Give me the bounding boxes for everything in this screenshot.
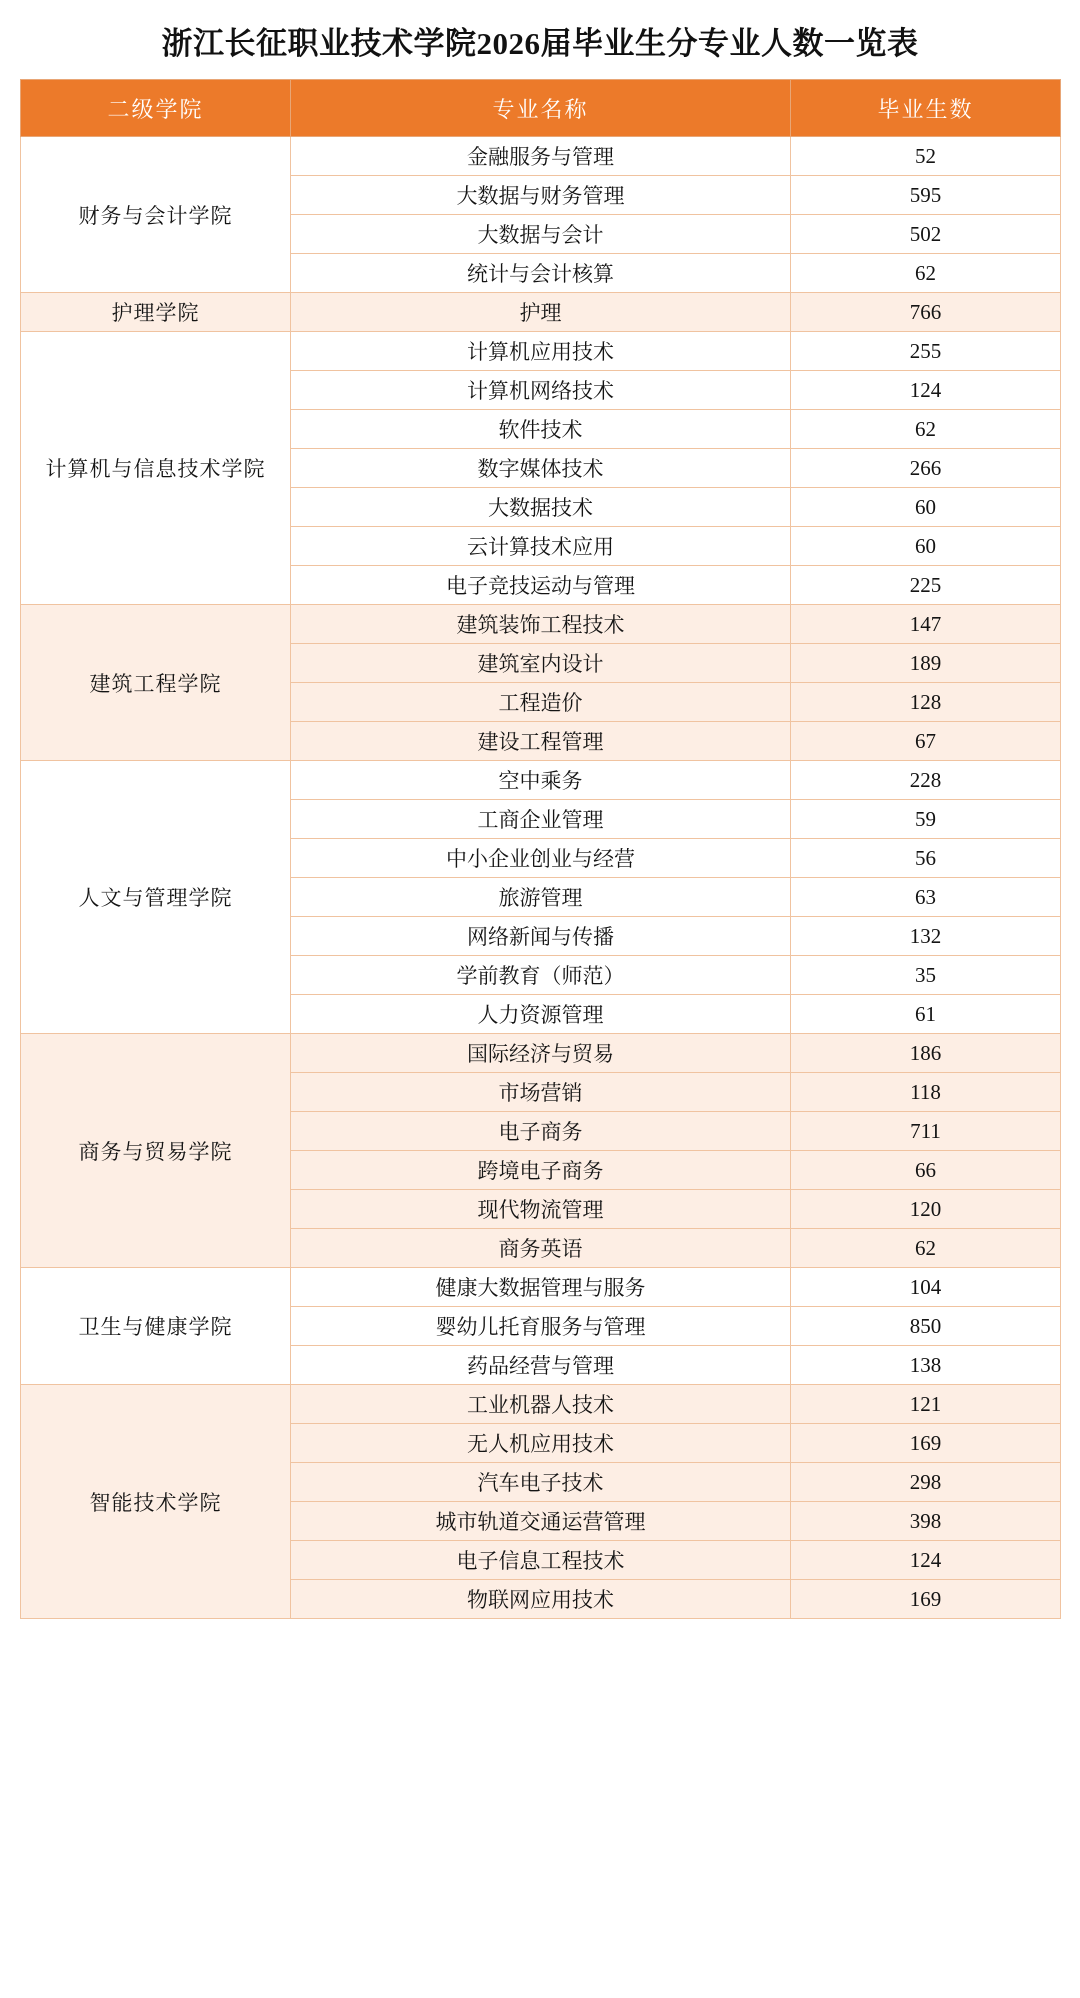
major-cell: 国际经济与贸易 [291,1034,791,1073]
count-cell: 120 [791,1190,1061,1229]
college-cell: 卫生与健康学院 [21,1268,291,1385]
major-cell: 商务英语 [291,1229,791,1268]
major-cell: 市场营销 [291,1073,791,1112]
count-cell: 266 [791,449,1061,488]
count-cell: 766 [791,293,1061,332]
major-cell: 护理 [291,293,791,332]
count-cell: 186 [791,1034,1061,1073]
count-cell: 60 [791,527,1061,566]
count-cell: 169 [791,1580,1061,1619]
table-body [21,137,1061,1619]
count-cell: 35 [791,956,1061,995]
major-cell: 工商企业管理 [291,800,791,839]
count-cell: 61 [791,995,1061,1034]
major-cell: 中小企业创业与经营 [291,839,791,878]
major-cell: 计算机应用技术 [291,332,791,371]
major-cell: 药品经营与管理 [291,1346,791,1385]
major-cell: 健康大数据管理与服务 [291,1268,791,1307]
college-cell: 人文与管理学院 [21,761,291,1034]
count-cell: 298 [791,1463,1061,1502]
major-cell: 电子竞技运动与管理 [291,566,791,605]
count-cell: 132 [791,917,1061,956]
count-cell: 67 [791,722,1061,761]
count-cell: 595 [791,176,1061,215]
count-cell: 63 [791,878,1061,917]
college-cell: 护理学院 [21,293,291,332]
count-cell: 711 [791,1112,1061,1151]
count-cell: 255 [791,332,1061,371]
count-cell: 62 [791,410,1061,449]
table-header-row [21,80,1061,137]
major-cell: 软件技术 [291,410,791,449]
major-cell: 建设工程管理 [291,722,791,761]
major-cell: 学前教育（师范） [291,956,791,995]
major-cell: 婴幼儿托育服务与管理 [291,1307,791,1346]
major-cell: 电子信息工程技术 [291,1541,791,1580]
major-cell: 网络新闻与传播 [291,917,791,956]
count-cell: 124 [791,1541,1061,1580]
count-cell: 850 [791,1307,1061,1346]
major-cell: 统计与会计核算 [291,254,791,293]
major-cell: 无人机应用技术 [291,1424,791,1463]
college-cell: 智能技术学院 [21,1385,291,1619]
major-cell: 数字媒体技术 [291,449,791,488]
count-cell: 225 [791,566,1061,605]
major-cell: 云计算技术应用 [291,527,791,566]
column-header-count: 毕业生数 [791,80,1061,137]
count-cell: 189 [791,644,1061,683]
table-row [21,1268,1061,1307]
major-cell: 工程造价 [291,683,791,722]
major-cell: 金融服务与管理 [291,137,791,176]
count-cell: 52 [791,137,1061,176]
table-row [21,293,1061,332]
major-cell: 电子商务 [291,1112,791,1151]
column-header-college: 二级学院 [21,80,291,137]
page-title: 浙江长征职业技术学院2026届毕业生分专业人数一览表 [161,26,919,61]
count-cell: 502 [791,215,1061,254]
major-cell: 建筑装饰工程技术 [291,605,791,644]
count-cell: 118 [791,1073,1061,1112]
count-cell: 62 [791,1229,1061,1268]
major-cell: 大数据与会计 [291,215,791,254]
major-cell: 空中乘务 [291,761,791,800]
table-row [21,605,1061,644]
count-cell: 104 [791,1268,1061,1307]
column-header-major: 专业名称 [291,80,791,137]
count-cell: 138 [791,1346,1061,1385]
college-cell: 财务与会计学院 [21,137,291,293]
major-cell: 物联网应用技术 [291,1580,791,1619]
major-cell: 现代物流管理 [291,1190,791,1229]
major-cell: 人力资源管理 [291,995,791,1034]
major-cell: 建筑室内设计 [291,644,791,683]
major-cell: 计算机网络技术 [291,371,791,410]
table-row [21,1385,1061,1424]
major-cell: 城市轨道交通运营管理 [291,1502,791,1541]
count-cell: 59 [791,800,1061,839]
count-cell: 62 [791,254,1061,293]
count-cell: 398 [791,1502,1061,1541]
major-cell: 工业机器人技术 [291,1385,791,1424]
major-cell: 汽车电子技术 [291,1463,791,1502]
count-cell: 128 [791,683,1061,722]
college-cell: 计算机与信息技术学院 [21,332,291,605]
count-cell: 228 [791,761,1061,800]
major-cell: 跨境电子商务 [291,1151,791,1190]
count-cell: 66 [791,1151,1061,1190]
count-cell: 121 [791,1385,1061,1424]
table-row [21,761,1061,800]
count-cell: 60 [791,488,1061,527]
college-cell: 建筑工程学院 [21,605,291,761]
table-row [21,332,1061,371]
count-cell: 56 [791,839,1061,878]
major-cell: 大数据技术 [291,488,791,527]
college-cell: 商务与贸易学院 [21,1034,291,1268]
major-cell: 旅游管理 [291,878,791,917]
count-cell: 147 [791,605,1061,644]
table-row [21,1034,1061,1073]
table-header [21,80,1061,137]
major-cell: 大数据与财务管理 [291,176,791,215]
table-row [21,137,1061,176]
graduates-by-major-table [20,79,1061,1619]
count-cell: 124 [791,371,1061,410]
count-cell: 169 [791,1424,1061,1463]
